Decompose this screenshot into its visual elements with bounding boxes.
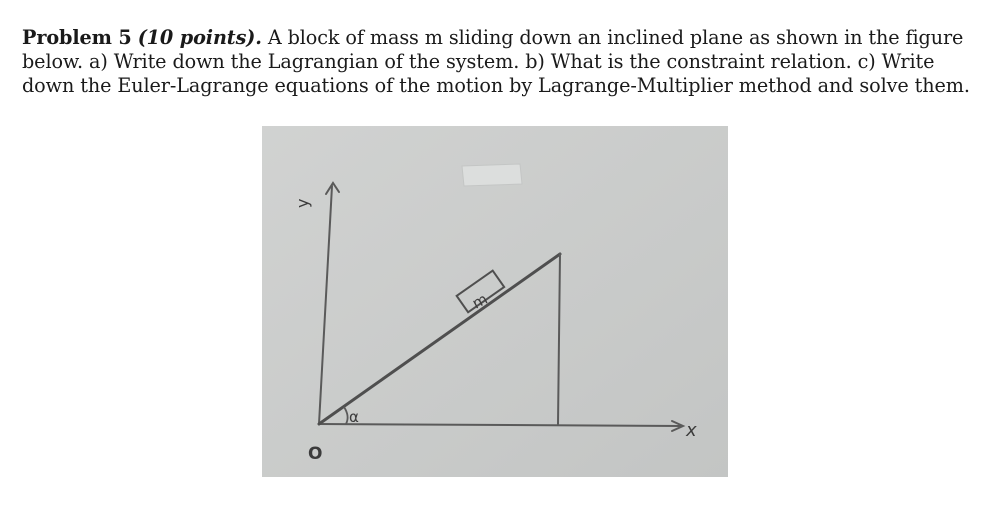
- problem-part-a: a) Write down the Lagrangian of the system.: [88, 50, 520, 73]
- problem-part-b: b) What is the constraint relation.: [525, 50, 852, 73]
- tape-scrap: [462, 164, 522, 186]
- problem-points: (10 points).: [137, 26, 262, 49]
- problem-intro: A block of mass m sliding down an inclined plane as shown in the figure below.: [22, 26, 964, 73]
- mass-label: m: [469, 289, 491, 313]
- x-axis-label: x: [686, 420, 697, 441]
- problem-statement: [22, 26, 982, 98]
- angle-label: α: [349, 408, 359, 426]
- figure-drawing: [262, 126, 728, 477]
- y-axis-label: y: [293, 198, 312, 208]
- problem-part-c: c) Write down the Euler-Lagrange equations of the motion by Lagrange-Multiplier method and solve them.: [22, 50, 970, 97]
- origin-label: O: [308, 444, 323, 464]
- problem-label: Problem 5: [22, 26, 132, 49]
- inclined-plane-figure: [262, 126, 728, 477]
